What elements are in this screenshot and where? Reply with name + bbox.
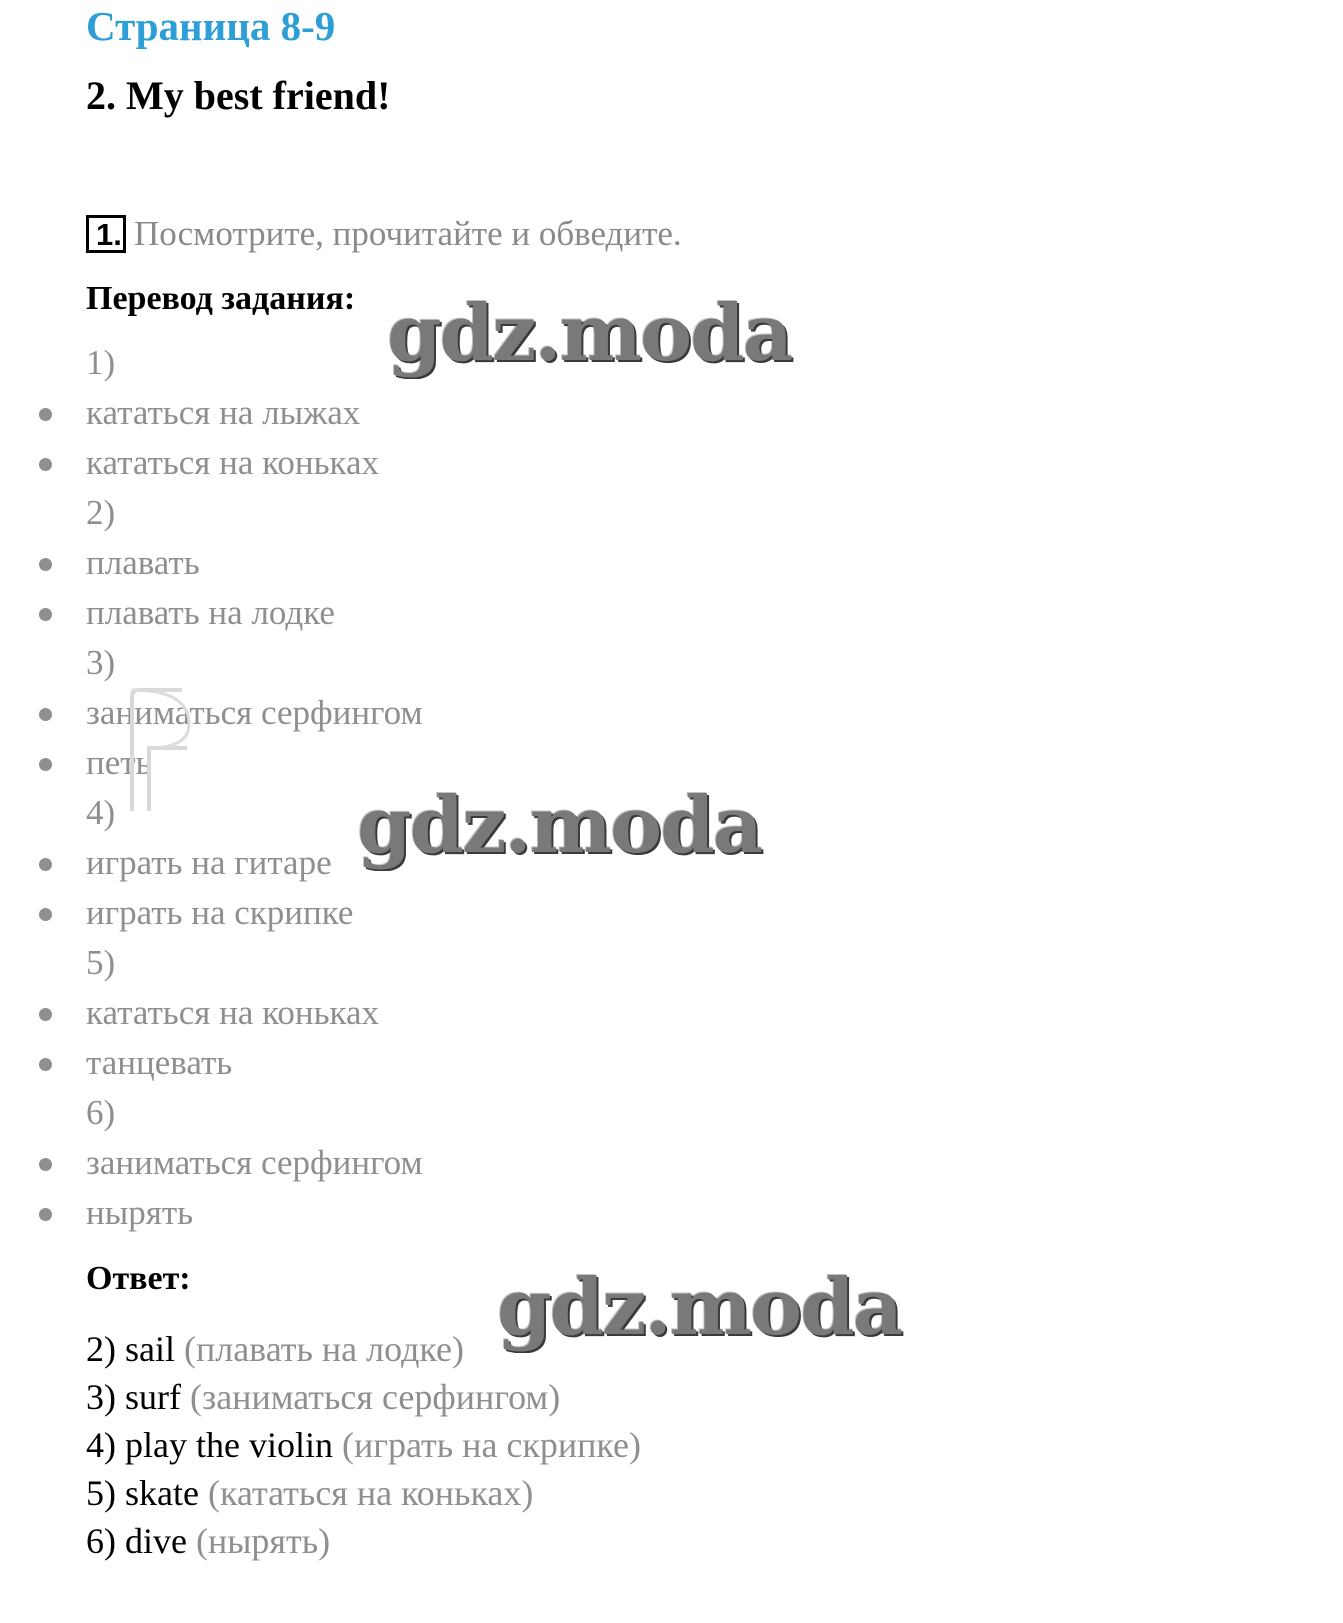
task-instruction: Посмотрите, прочитайте и обведите.: [134, 214, 682, 253]
answer-russian: (плавать на лодке): [183, 1329, 464, 1369]
bullet-icon: [39, 858, 52, 871]
watermark: gdz.moda: [357, 780, 762, 871]
group-number: 4): [86, 793, 116, 832]
answer-english: 4) play the violin: [86, 1425, 333, 1465]
bullet-icon: [39, 458, 52, 471]
list-item: нырять: [0, 1188, 900, 1238]
bullet-icon: [39, 758, 52, 771]
list-item: плавать на лодке: [0, 588, 900, 638]
group-number: 2): [86, 493, 116, 532]
list-item: играть на скрипке: [0, 888, 900, 938]
answer-list: [86, 1325, 641, 1565]
answer-russian: (заниматься серфингом): [189, 1377, 561, 1417]
bullet-icon: [39, 908, 52, 921]
bullet-icon: [39, 1008, 52, 1021]
list-item: заниматься серфингом: [0, 1138, 900, 1188]
bullet-icon: [39, 558, 52, 571]
answer-english: 3) surf: [86, 1377, 181, 1417]
faint-logo-icon: [127, 686, 197, 816]
lesson-title: 2. My best friend!: [86, 73, 391, 118]
bullet-icon: [39, 408, 52, 421]
page-heading: Страница 8-9: [86, 3, 336, 49]
bullet-icon: [39, 1058, 52, 1071]
group-number: 5): [86, 943, 116, 982]
answer-russian: (играть на скрипке): [341, 1425, 641, 1465]
answer-english: 6) dive: [86, 1521, 187, 1561]
list-item: заниматься серфингом: [0, 688, 900, 738]
watermark: gdz.moda: [497, 1262, 902, 1353]
answer-row: [86, 1469, 641, 1517]
group-number: 1): [86, 343, 116, 382]
group-number: 6): [86, 1093, 116, 1132]
answer-russian: (нырять): [195, 1521, 331, 1561]
list-item: кататься на коньках: [0, 988, 900, 1038]
task-line: [86, 211, 682, 257]
list-item: плавать: [0, 538, 900, 588]
watermark: gdz.moda: [387, 288, 792, 379]
answer-label: Ответ:: [86, 1260, 191, 1297]
list-item: играть на гитаре: [0, 838, 900, 888]
list-item: танцевать: [0, 1038, 900, 1088]
answer-row: [86, 1373, 641, 1421]
bullet-icon: [39, 1208, 52, 1221]
list-item: петь: [0, 738, 900, 788]
answer-row: [86, 1517, 641, 1565]
answer-english: 2) sail: [86, 1329, 175, 1369]
bullet-icon: [39, 1158, 52, 1171]
list-item: кататься на коньках: [0, 438, 900, 488]
answer-row: [86, 1421, 641, 1469]
answer-russian: (кататься на коньках): [207, 1473, 534, 1513]
task-number-box: 1.: [86, 215, 126, 253]
answer-english: 5) skate: [86, 1473, 199, 1513]
bullet-icon: [39, 608, 52, 621]
list-item: кататься на лыжах: [0, 388, 900, 438]
group-number: 3): [86, 643, 116, 682]
bullet-icon: [39, 708, 52, 721]
translation-label: Перевод задания:: [86, 280, 356, 317]
